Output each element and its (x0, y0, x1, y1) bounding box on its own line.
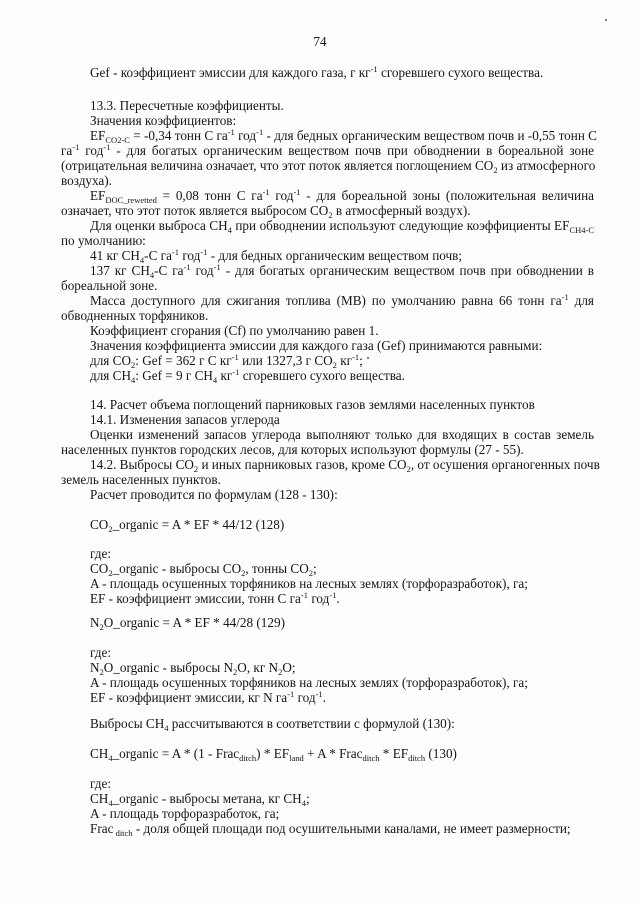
gef-co2-line: для $CO_2$: Gef = 362 г С $кг^{-1}$ или 1327,3 г $CO_2$ $кг^{-1}$; (90, 352, 363, 370)
ch4-value-poor: 41 кг $CH_4-C$ $га^{-1}$ год$^{-1}$ - для бедных органическим веществом почв; (90, 247, 463, 265)
ef-definition-1: EF - коэффициент эмиссии, тонн С $га^{-1}$ год$^{-1}$. (90, 590, 340, 606)
section-14-2-line-2: земель населенных пунктов. (61, 472, 221, 487)
carbon-para-line-2: населенных пунктов городских лесов, для которых используют формулы (27 - 55). (61, 442, 524, 457)
formula-128: $CO_2\_organic = A$ * EF * 44/12 (128) (90, 517, 285, 534)
ch4-value-rich-line-2: бореальной зоне. (61, 278, 158, 293)
formula-130: $CH_4\_organic = A * (1$ - Frac$_{ditch}$) * $EF_{land} + A$ * Frac$_{ditch}$ * $EF_{ditch}$ (130) (90, 746, 457, 763)
formula-129: $N_2O\_organic = A$ * EF * 44/28 (129) (90, 615, 285, 632)
section-13-3-heading: 13.3. Пересчетные коэффициенты. (90, 98, 284, 113)
section-14-2-line-1: 14.2. Выбросы $CO_2$ и иных парниковых газов, кроме $CO_2$, от осушения органогенных почв (90, 457, 600, 474)
area-definition-2: A - площадь осушенных торфяников на лесных землях (торфоразработок), га; (90, 675, 528, 690)
ef-co2-line-2: $га^{-1}$ год$^{-1}$ - для богатых органическим веществом почв при обводнении в бореальной зоне (61, 142, 594, 158)
ch4-value-rich-line-1: 137 кг $CH_4-C$ $га^{-1}$ год$^{-1}$ - для богатых органическим веществом почв при обводнении в (90, 262, 594, 280)
carbon-para-line-1: Оценки изменений запасов углерода выполняют только для входящих в состав земель (90, 427, 594, 442)
section-14-1-heading: 14.1. Изменения запасов углерода (90, 412, 280, 427)
mb-line-2: обводненных торфяников. (61, 308, 209, 323)
ef-definition-2: EF - коэффициент эмиссии, кг N $га^{-1}$ год$^{-1}$. (90, 689, 326, 705)
ch4-formula-intro: Выбросы $CH_4$ рассчитываются в соответствии с формулой (130): (90, 716, 455, 733)
ef-co2-line-4: воздуха). (61, 173, 112, 188)
ch4-organic-definition: $CH_4\_organic$ - выбросы метана, кг $CH_4$; (90, 791, 310, 808)
co2-organic-definition: $CO_2\_organic$ - выбросы $CO_2$, тонны $CO_2$; (90, 561, 317, 578)
ch4-intro-line-1: Для оценки выброса $CH_4$ при обводнении используют следующие коэффициенты $EF_{CH4-C}$ (90, 218, 595, 235)
ef-co2-line-3: (отрицательная величина означает, что этот поток является поглощением $CO_2$ из атмосферного (61, 158, 596, 175)
area-definition-3: A - площадь торфоразработок, га; (90, 806, 280, 821)
values-title: Значения коэффициентов: (90, 113, 237, 128)
cf-line: Коэффициент сгорания (Cf) по умолчанию равен 1. (90, 323, 379, 338)
calc-intro: Расчет проводится по формулам (128 - 130): (90, 487, 338, 502)
gef-values-title: Значения коэффициента эмиссии для каждого газа (Gef) принимаются равными: (90, 338, 543, 353)
scan-speck (367, 357, 369, 359)
gef-ch4-line: для $CH_4$: Gef = 9 г $CH_4$ $кг^{-1}$ сгоревшего сухого вещества. (90, 367, 405, 385)
mb-line-1: Масса доступного для сжигания топлива (MB) по умолчанию равна 66 тонн $га^{-1}$ для (90, 292, 594, 308)
ef-doc-line-1: $EF_{DOC\_rewetted} = 0,08$ тонн С $га^{-1}$ год$^{-1}$ - для бореальной зоны (положительная величина (90, 187, 595, 205)
n2o-organic-definition: $N_2O\_organic$ - выбросы $N_2O$, кг $N_2O$; (90, 660, 296, 677)
scan-speck (605, 19, 607, 21)
section-14-heading: 14. Расчет объема поглощений парниковых газов землями населенных пунктов (90, 397, 535, 412)
where-label-3: где: (90, 776, 111, 791)
area-definition-1: A - площадь осушенных торфяников на лесных землях (торфоразработок), га; (90, 576, 528, 591)
ef-doc-line-2: означает, что этот поток является выбросом $CO_2$ в атмосферный воздух). (61, 203, 471, 220)
page-number: 74 (313, 34, 327, 49)
where-label-1: где: (90, 546, 111, 561)
where-label-2: где: (90, 645, 111, 660)
gef-definition: Gef - коэффициент эмиссии для каждого газа, г $кг^{-1}$ сгоревшего сухого вещества. (90, 64, 544, 80)
ef-co2-line-1: $EF_{CO2-C} = -0,34$ тонн С $га^{-1}$ год$^{-1}$ - для бедных органическим веществом почв и -0,55 тонн С (90, 127, 597, 145)
frac-ditch-definition: Frac $_{ditch}$ - доля общей площади под осушительными каналами, не имеет размерности; (90, 821, 571, 838)
ch4-intro-line-2: по умолчанию: (61, 233, 146, 248)
